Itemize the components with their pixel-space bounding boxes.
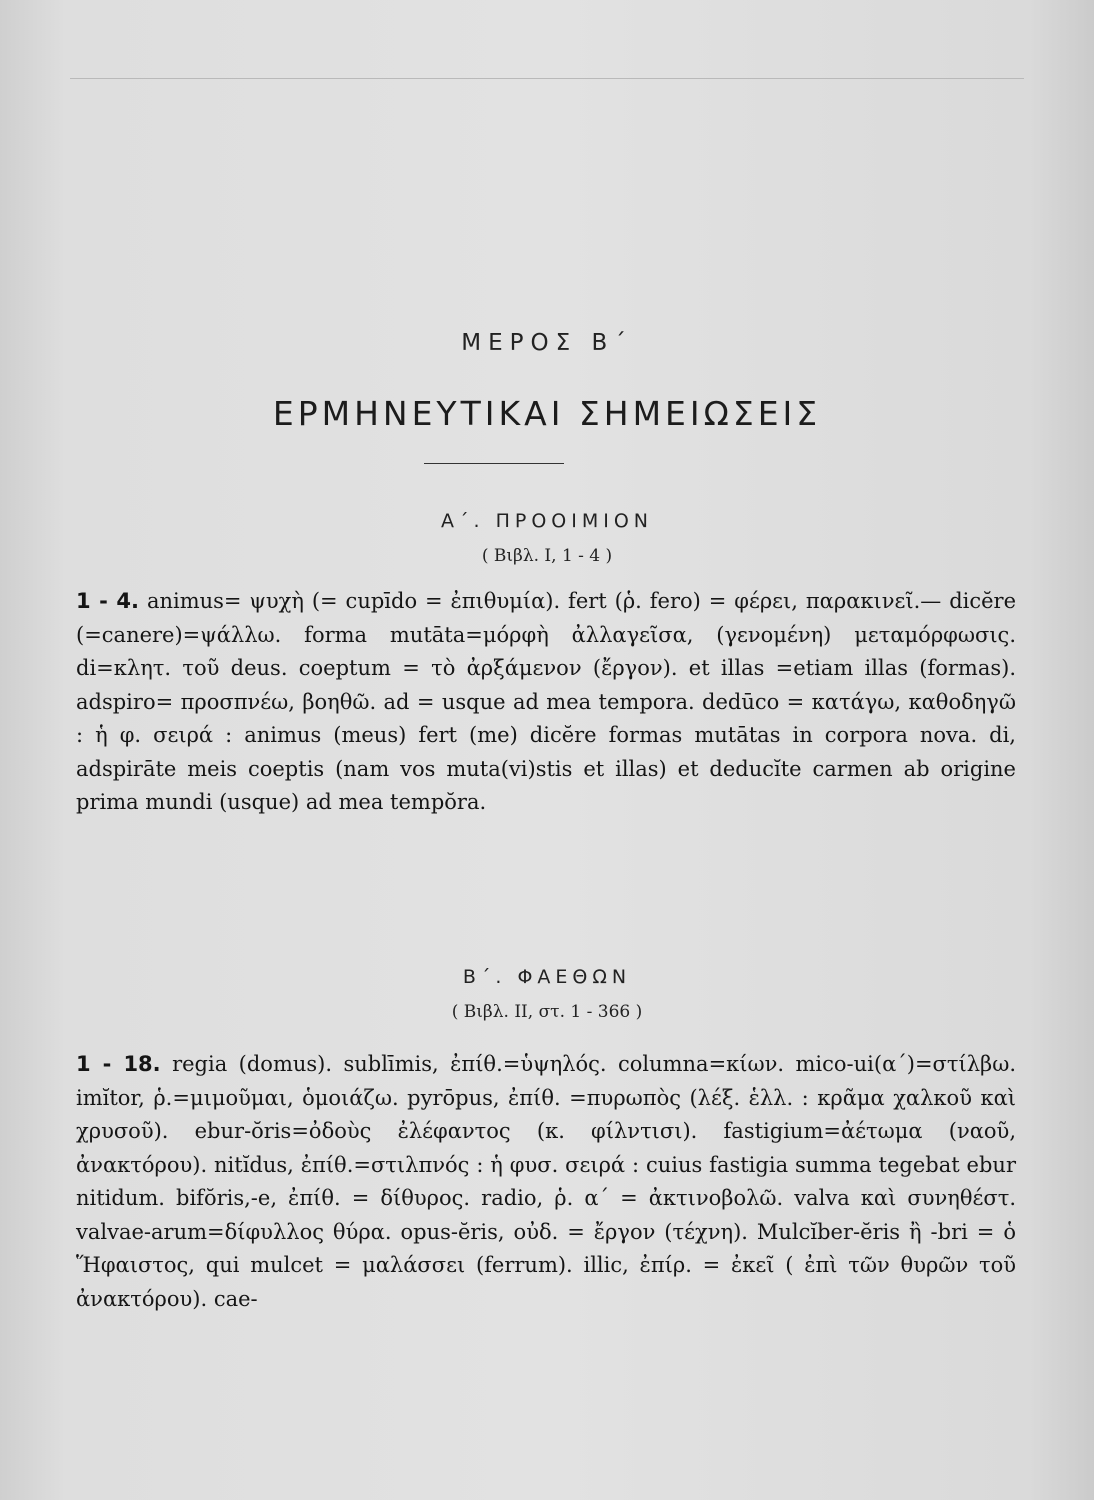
- section-heading-prooimion: Α΄. ΠΡΟΟΙΜΙΟΝ: [441, 510, 653, 532]
- verse-lemma: 1 - 18.: [76, 1052, 161, 1076]
- commentary-paragraph-1: [76, 585, 1016, 820]
- section-reference-prooimion: ( Βιβλ. Ι, 1 - 4 ): [481, 546, 613, 566]
- commentary-text: animus= ψυχὴ (= cupīdo = ἐπιθυμία). fert (ῥ. fero) = φέρει, παρακινεῖ.— dicĕre (=canere)=ψάλλω. forma mutāta=μόρφὴ ἀλλαγεῖσα, (γενομένη) μεταμόρφωσις. di=κλητ. τοῦ deus. coeptum = τὸ ἀρξάμενον (ἔργον). et illas =etiam illas (formas). adspiro= προσπνέω, βοηθῶ. ad = usque ad mea tempora. dedūco = κατάγω, καθοδηγῶ : ἡ φ. σειρά : animus (meus) fert (me) dicĕre formas mutātas in corpora nova. di, adspirāte meis coeptis (nam vos muta(vi)stis et illas) et deducĭte carmen ab origine prima mundi (usque) ad mea tempŏra.: [76, 589, 1017, 814]
- part-label: ΜΕΡΟΣ Β΄: [461, 330, 633, 356]
- verse-lemma: 1 - 4.: [76, 589, 140, 613]
- commentary-text: regia (domus). sublīmis, ἐπίθ.=ὑψηλός. columna=κίων. mico-ui(α΄)=στίλβω. imĭtor, ῥ.=μιμοῦμαι, ὁμοιάζω. pyrōpus, ἐπίθ. =πυρωπὸς (λέξ. ἑλλ. : κρᾶμα χαλκοῦ καὶ χρυσοῦ). ebur-ŏris=ὀδοὺς ἐλέφαντος (κ. φίλντισι). fastigium=ἀέτωμα (ναοῦ, ἀνακτόρου). nitĭdus, ἐπίθ.=στιλπνός : ἡ φυσ. σειρά : cuius fastigia summa tegebat ebur nitidum. bifŏris,-e, ἐπίθ. = δίθυρος. radio, ῥ. α΄ = ἀκτινοβολῶ. valva καὶ συνηθέστ. valvae-arum=δίφυλλος θύρα. opus-ĕris, οὐδ. = ἔργον (τέχνη). Mulcĭber-ĕris ἢ -bri = ὁ Ἥφαιστος, qui mulcet = μαλάσσει (ferrum). illic, ἐπίρ. = ἐκεῖ ( ἐπὶ τῶν θυρῶν τοῦ ἀνακτόρου). cae-: [76, 1052, 1016, 1311]
- commentary-paragraph-2: [76, 1048, 1016, 1316]
- main-title: ΕΡΜΗΝΕΥΤΙΚΑΙ ΣΗΜΕΙΩΣΕΙΣ: [272, 394, 822, 433]
- section-reference-phaethon: ( Βιβλ. ΙΙ, στ. 1 - 366 ): [451, 1002, 643, 1022]
- section-heading-phaethon: Β΄. ΦΑΕΘΩΝ: [462, 966, 632, 988]
- title-divider: [424, 463, 564, 464]
- running-head-rule: [70, 52, 1024, 79]
